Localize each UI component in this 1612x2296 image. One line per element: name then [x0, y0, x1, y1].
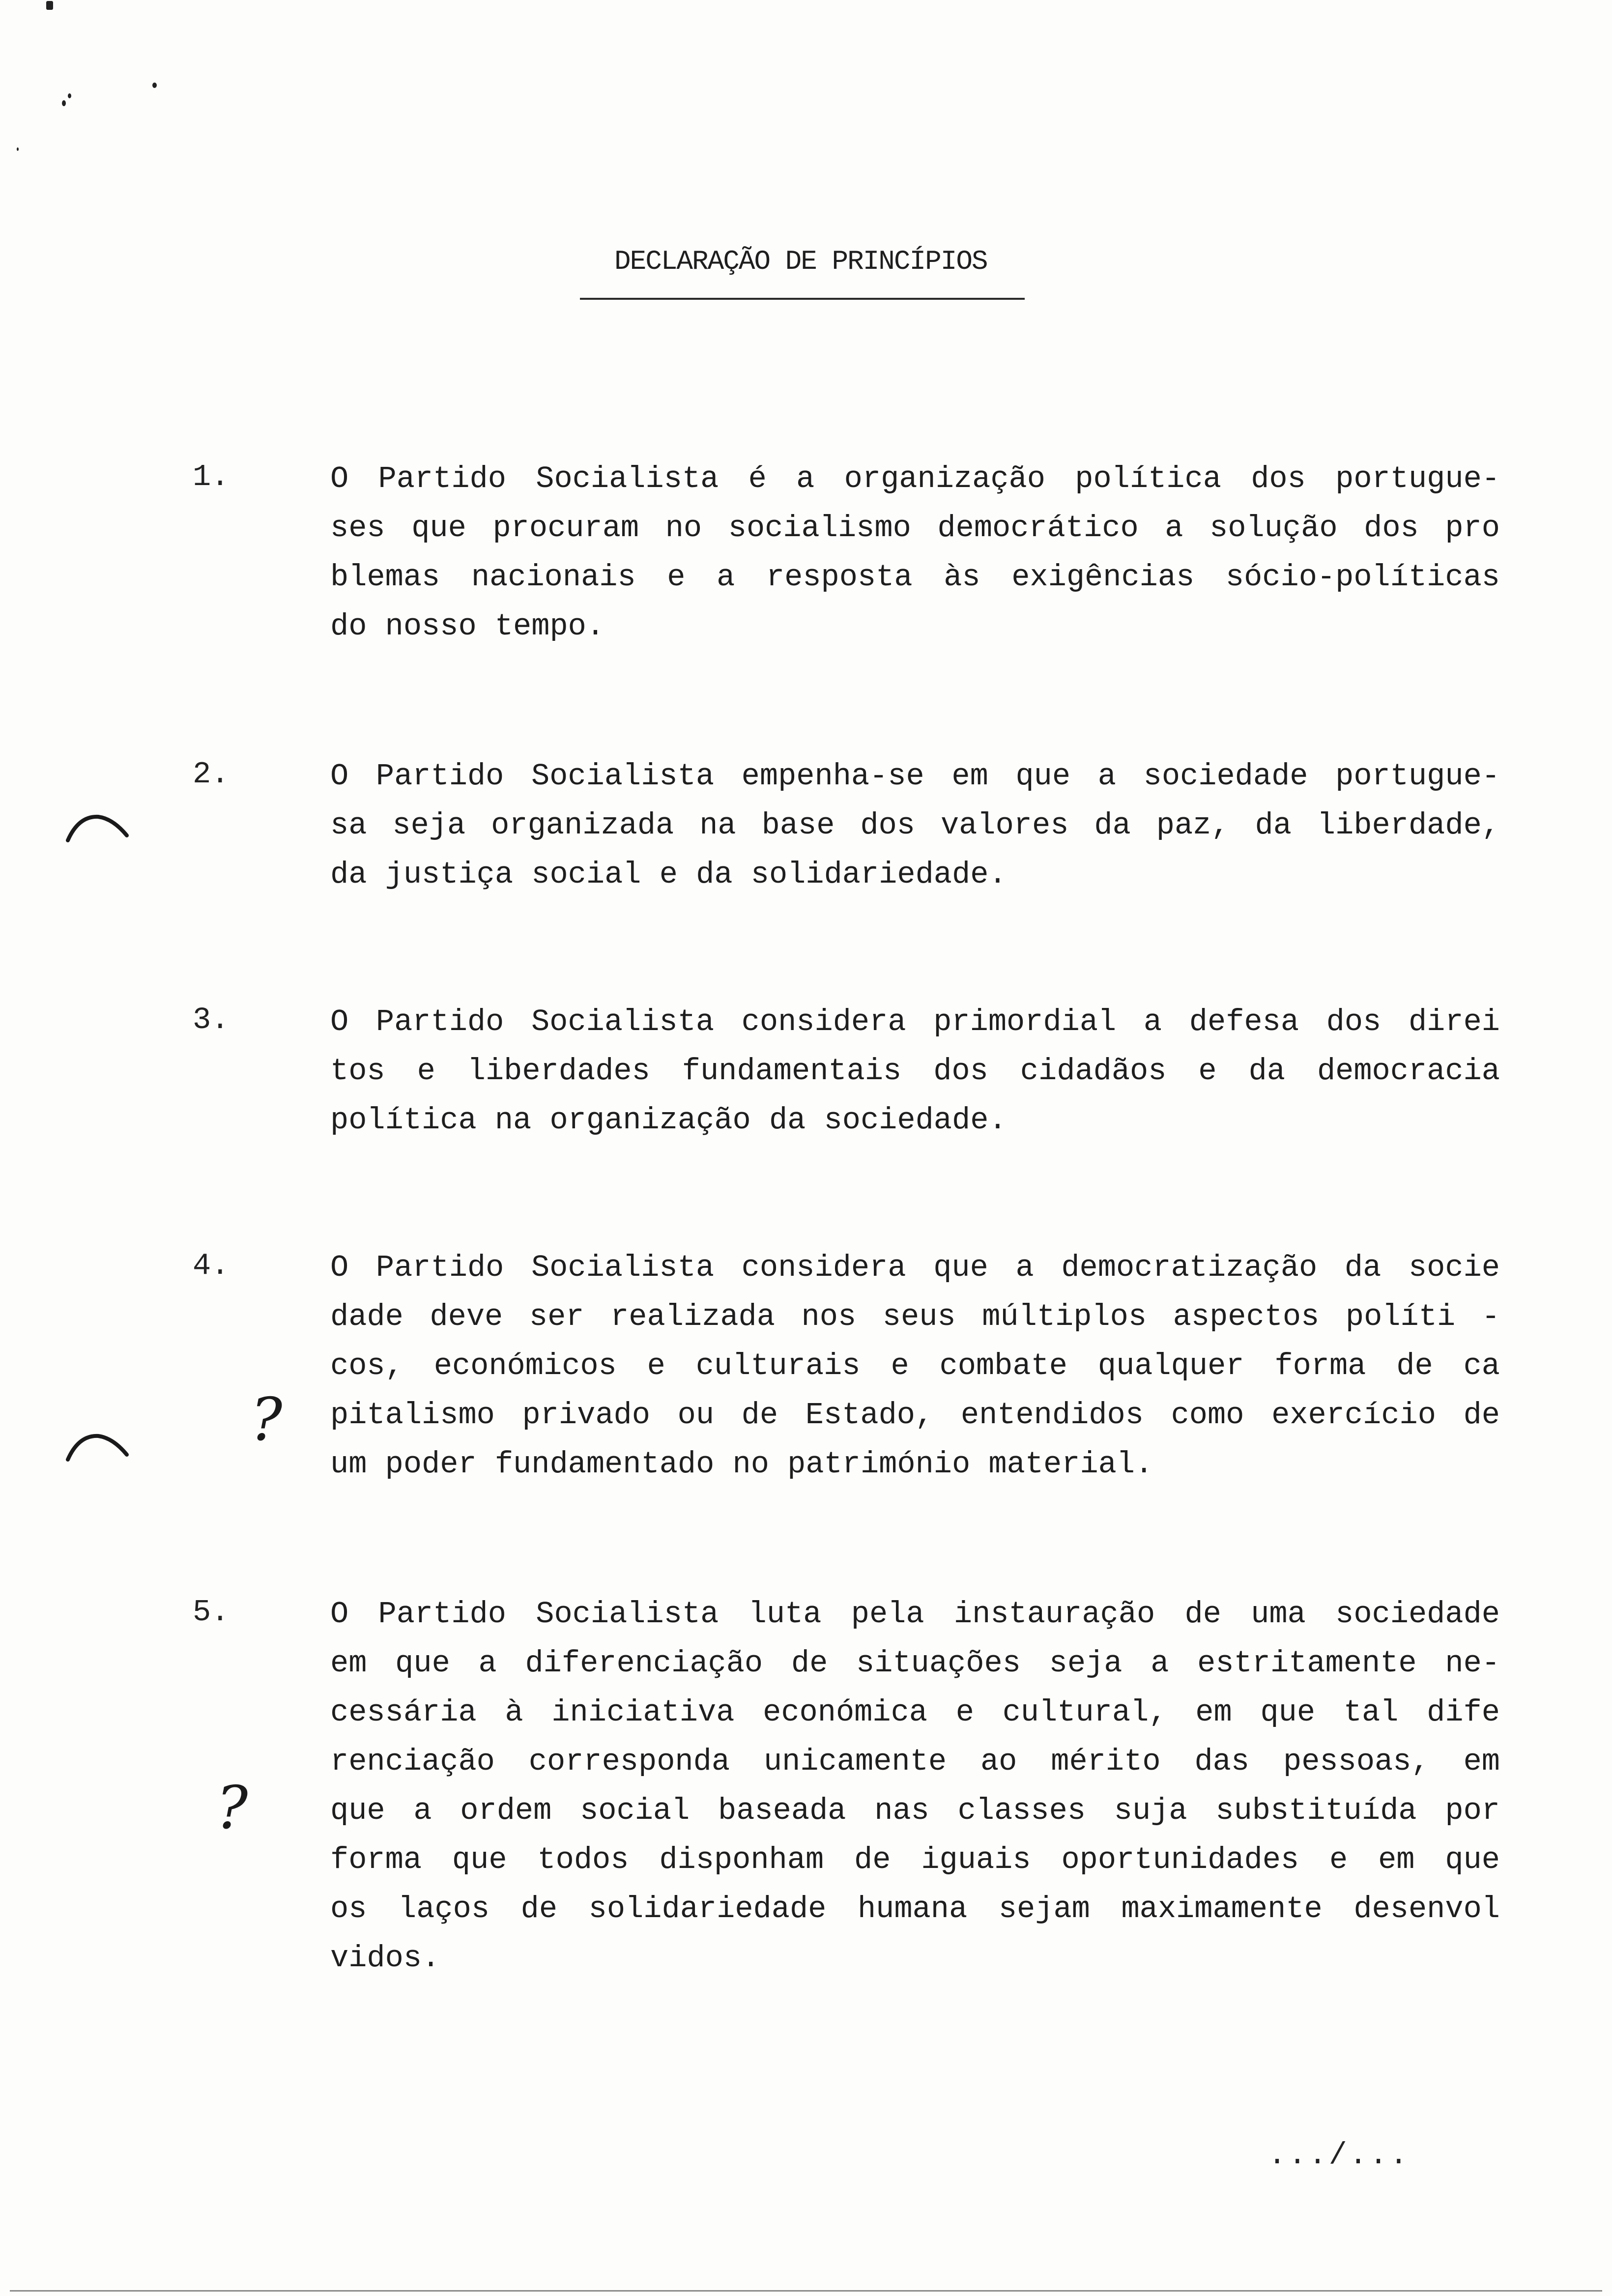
margin-bracket-icon [64, 1425, 133, 1464]
item-paragraph [330, 752, 1500, 899]
paragraph-line: dade deve ser realizada nos seus múltiplos aspectos políti - [330, 1299, 1500, 1334]
paragraph-line: tos e liberdades fundamentais dos cidadãos e da democracia [330, 1054, 1500, 1089]
paragraph-line: forma que todos disponham de iguais oportunidades e em que [330, 1842, 1500, 1877]
paragraph-line: O Partido Socialista considera que a democratização da socie [330, 1250, 1500, 1285]
paragraph-line: que a ordem social baseada nas classes suja substituída por [330, 1793, 1500, 1828]
scan-speck [152, 83, 157, 88]
item-number: 5. [193, 1595, 230, 1630]
scan-speck [17, 147, 19, 151]
item-paragraph [330, 998, 1500, 1145]
paragraph-line: O Partido Socialista empenha-se em que a sociedade portugue- [330, 759, 1500, 794]
item-number: 3. [193, 1003, 230, 1037]
paragraph-line: um poder fundamentado no património material. [330, 1447, 1153, 1482]
paragraph-line: em que a diferenciação de situações seja a estritamente ne- [330, 1646, 1500, 1681]
item-paragraph [330, 1243, 1500, 1489]
margin-bracket-icon [64, 806, 133, 845]
paragraph-line: O Partido Socialista é a organização política dos portugue- [330, 461, 1500, 496]
paragraph-line: pitalismo privado ou de Estado, entendidos como exercício de [330, 1398, 1500, 1433]
paragraph-line: sa seja organizada na base dos valores da paz, da liberdade, [330, 808, 1500, 843]
paragraph-line: os laços de solidariedade humana sejam maximamente desenvol [330, 1892, 1500, 1926]
item-paragraph [330, 455, 1500, 651]
paragraph-line: cessária à iniciativa económica e cultural, em que tal dife [330, 1695, 1500, 1730]
paragraph-line: do nosso tempo. [330, 609, 605, 644]
scan-speck [68, 93, 71, 98]
scan-speck [62, 100, 66, 106]
paragraph-line: política na organização da sociedade. [330, 1103, 1007, 1138]
paragraph-line: vidos. [330, 1941, 440, 1976]
page-continuation: .../... [1268, 2138, 1410, 2173]
scan-edge-line [10, 2290, 1602, 2292]
paragraph-line: da justiça social e da solidariedade. [330, 857, 1007, 892]
document-title: DECLARAÇÃO DE PRINCÍPIOS [614, 246, 987, 277]
title-underline [580, 298, 1025, 300]
handwritten-query-mark: ? [251, 1386, 283, 1454]
paragraph-line: O Partido Socialista considera primordial a defesa dos direi [330, 1004, 1500, 1039]
item-number: 1. [193, 459, 230, 494]
paragraph-line: ses que procuram no socialismo democrático a solução dos pro [330, 511, 1500, 545]
item-number: 4. [193, 1248, 230, 1283]
handwritten-query-mark: ? [216, 1774, 248, 1842]
scan-speck [46, 1, 53, 10]
item-number: 2. [193, 757, 230, 792]
paragraph-line: O Partido Socialista luta pela instauração de uma sociedade [330, 1597, 1500, 1632]
paragraph-line: blemas nacionais e a resposta às exigências sócio-políticas [330, 560, 1500, 595]
paragraph-line: renciação corresponda unicamente ao mérito das pessoas, em [330, 1744, 1500, 1779]
item-paragraph [330, 1590, 1500, 1983]
paragraph-line: cos, económicos e culturais e combate qualquer forma de ca [330, 1349, 1500, 1383]
